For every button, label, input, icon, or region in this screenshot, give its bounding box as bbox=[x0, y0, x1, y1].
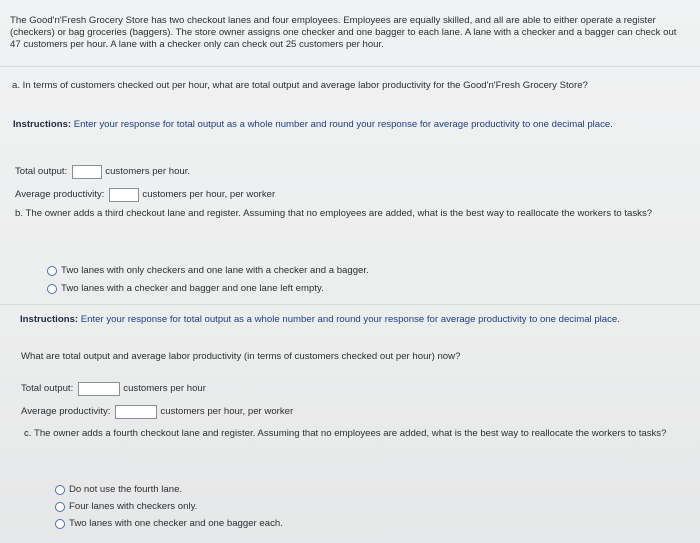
total-output-unit: customers per hour bbox=[123, 383, 206, 394]
total-output-label: Total output: bbox=[15, 166, 68, 177]
part-c-option-3[interactable] bbox=[55, 518, 283, 530]
divider bbox=[0, 66, 700, 67]
part-c-question: c. The owner adds a fourth checkout lane and register. Assuming that no employees are added, what is the best way to reallocate the workers to tasks? bbox=[24, 428, 667, 439]
part-a-instructions bbox=[13, 119, 689, 131]
radio-button[interactable] bbox=[47, 266, 57, 276]
total-output-label: Total output: bbox=[21, 383, 74, 394]
instructions-text: Enter your response for total output as a whole number and round your response for average productivity to one decimal place. bbox=[78, 314, 620, 325]
part-a-question: a. In terms of customers checked out per hour, what are total output and average labor productivity for the Good'n'Fresh Grocery Store? bbox=[12, 80, 588, 91]
part-c-option-1[interactable] bbox=[55, 484, 182, 496]
total-output-input[interactable] bbox=[78, 382, 120, 396]
radio-button[interactable] bbox=[47, 284, 57, 294]
average-productivity-unit: customers per hour, per worker bbox=[160, 406, 294, 417]
part-b-average-productivity-row bbox=[21, 405, 293, 419]
part-a-total-output-row bbox=[15, 165, 190, 179]
radio-button[interactable] bbox=[55, 485, 65, 495]
intro-paragraph: The Good'n'Fresh Grocery Store has two checkout lanes and four employees. Employees are equally skilled, and all are able to either operate a register (checkers) or bag groceries (baggers). The store owner assigns one checker and one bagger to each lane. A lane with a checker and a bagger can check out 47 customers per hour. A lane with a checker only can check out 25 customers per hour. bbox=[10, 15, 677, 50]
part-b-instructions bbox=[20, 314, 688, 326]
average-productivity-label: Average productivity: bbox=[21, 406, 111, 417]
instructions-label: Instructions: bbox=[13, 119, 72, 130]
option-label: Do not use the fourth lane. bbox=[69, 484, 183, 495]
radio-button[interactable] bbox=[55, 519, 65, 529]
part-c-option-2[interactable] bbox=[55, 501, 197, 513]
part-b-option-1[interactable] bbox=[47, 265, 369, 277]
part-b-question: b. The owner adds a third checkout lane and register. Assuming that no employees are added, what is the best way to reallocate the workers to tasks? bbox=[15, 208, 653, 219]
divider bbox=[0, 304, 700, 305]
total-output-input[interactable] bbox=[72, 165, 102, 179]
part-b-option-2[interactable] bbox=[47, 283, 324, 295]
part-a-average-productivity-row bbox=[15, 188, 275, 202]
option-label: Two lanes with only checkers and one lane with a checker and a bagger. bbox=[61, 265, 369, 276]
average-productivity-label: Average productivity: bbox=[15, 189, 105, 200]
instructions-text: Enter your response for total output as a whole number and round your response for average productivity to one decimal place. bbox=[71, 119, 613, 130]
instructions-label: Instructions: bbox=[20, 314, 79, 325]
radio-button[interactable] bbox=[55, 502, 65, 512]
average-productivity-input[interactable] bbox=[109, 188, 139, 202]
option-label: Two lanes with one checker and one bagger each. bbox=[69, 518, 283, 529]
average-productivity-input[interactable] bbox=[115, 405, 157, 419]
option-label: Four lanes with checkers only. bbox=[69, 501, 198, 512]
part-b-total-output-row bbox=[21, 382, 206, 396]
part-b-followup-question: What are total output and average labor productivity (in terms of customers checked out per hour) now? bbox=[21, 351, 461, 362]
average-productivity-unit: customers per hour, per worker bbox=[142, 189, 276, 200]
total-output-unit: customers per hour. bbox=[105, 166, 191, 177]
option-label: Two lanes with a checker and bagger and one lane left empty. bbox=[61, 283, 324, 294]
